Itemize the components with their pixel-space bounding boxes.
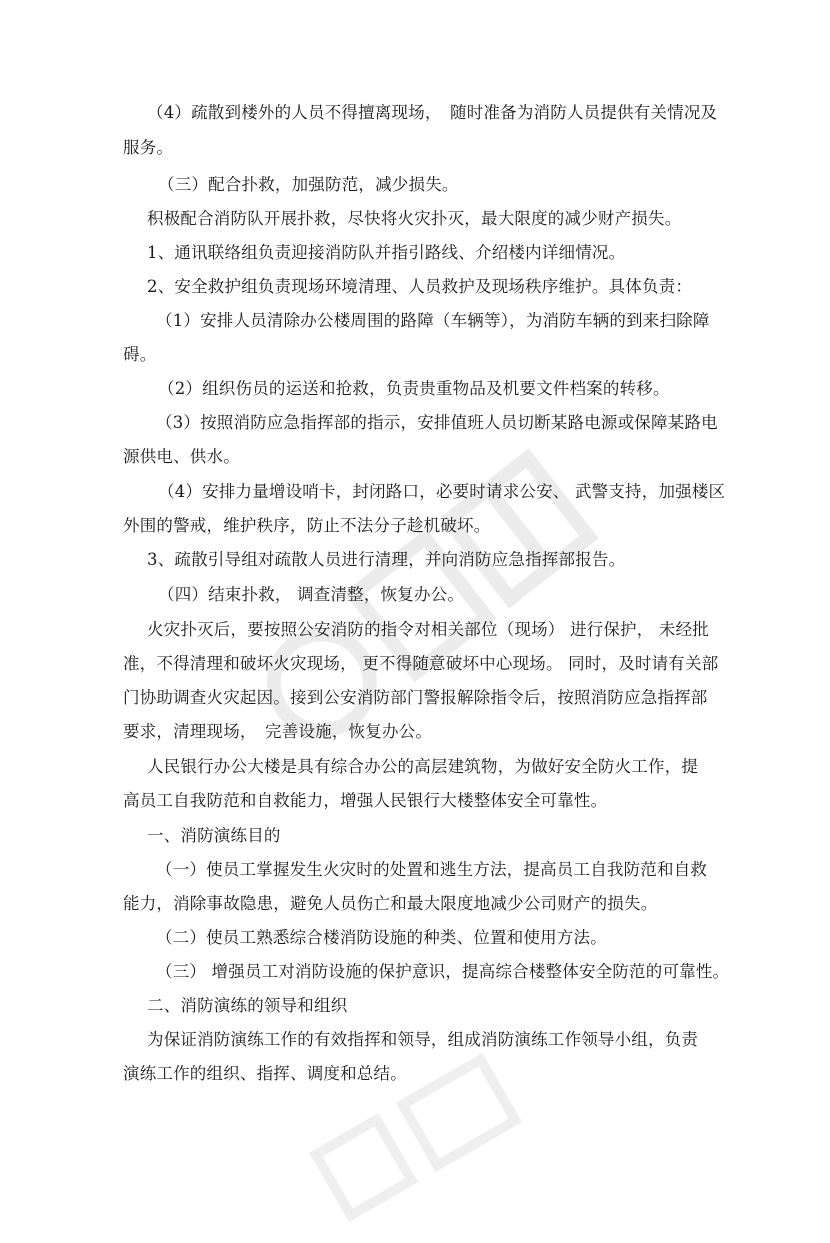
section-heading: （三）配合扑救，加强防范，减少损失。 (158, 175, 459, 194)
text-line: 碍。 (123, 345, 157, 364)
text-line: 门协助调查火灾起因。接到公安消防部门警报解除指令后，按照消防应急指挥部 (123, 688, 708, 707)
text-line: （二）使员工熟悉综合楼消防设施的种类、位置和使用方法。 (156, 928, 607, 947)
text-line: 高员工自我防范和自救能力，增强人民银行大楼整体安全可靠性。 (123, 791, 608, 810)
text-line: 要求，清理现场， 完善设施，恢复办公。 (123, 722, 433, 741)
text-line: （一）使员工掌握发生火灾时的处置和逃生方法，提高员工自我防范和自救 (156, 860, 708, 879)
text-line: 2、安全救护组负责现场环境清理、人员救护及现场秩序维护。具体负责： (147, 277, 693, 296)
text-line: 准，不得清理和破坏火灾现场， 更不得随意破坏中心现场。 同时，及时请有关部 (123, 654, 719, 673)
section-heading: （四）结束扑救， 调查清整，恢复办公。 (158, 585, 465, 604)
section-heading: 二、消防演练的领导和组织 (147, 996, 348, 1015)
text-line: 外围的警戒，维护秩序，防止不法分子趁机破坏。 (123, 516, 491, 535)
text-line: 1、通讯联络组负责迎接消防队并指引路线、介绍楼内详细情况。 (147, 243, 626, 262)
text-line: （3）按照消防应急指挥部的指示，安排值班人员切断某路电源或保障某路电 (156, 413, 718, 432)
section-heading: 一、消防演练目的 (147, 826, 281, 845)
text-line: （三） 增强员工对消防设施的保护意识，提高综合楼整体安全防范的可靠性。 (156, 962, 730, 981)
text-line: 积极配合消防队开展扑救，尽快将火灾扑灭，最大限度的减少财产损失。 (147, 209, 682, 228)
text-line: 人民银行办公大楼是具有综合办公的高层建筑物，为做好安全防火工作，提 (147, 757, 699, 776)
text-line: 能力，消除事故隐患，避免人员伤亡和最大限度地减少公司财产的损失。 (123, 894, 658, 913)
text-line: 服务。 (123, 138, 174, 157)
text-line: 火灾扑灭后，要按照公安消防的指令对相关部位（现场） 进行保护， 未经批 (147, 620, 709, 639)
text-line: 源供电、供水。 (123, 447, 240, 466)
text-line: （4）安排力量增设哨卡，封闭路口，必要时请求公安、 武警支持，加强楼区 (158, 482, 726, 501)
text-line: （4）疏散到楼外的人员不得擅离现场， 随时准备为消防人员提供有关情况及 (147, 103, 718, 122)
text-line: 3、疏散引导组对疏散人员进行清理，并向消防应急指挥部报告。 (147, 550, 626, 569)
text-line: （2）组织伤员的运送和抢救，负责贵重物品及机要文件档案的转移。 (158, 379, 670, 398)
text-line: 为保证消防演练工作的有效指挥和领导，组成消防演练工作领导小组，负责 (147, 1030, 699, 1049)
text-line: 演练工作的组织、指挥、调度和总结。 (123, 1064, 407, 1083)
text-line: （1）安排人员清除办公楼周围的路障（车辆等），为消防车辆的到来扫除障 (156, 311, 710, 330)
